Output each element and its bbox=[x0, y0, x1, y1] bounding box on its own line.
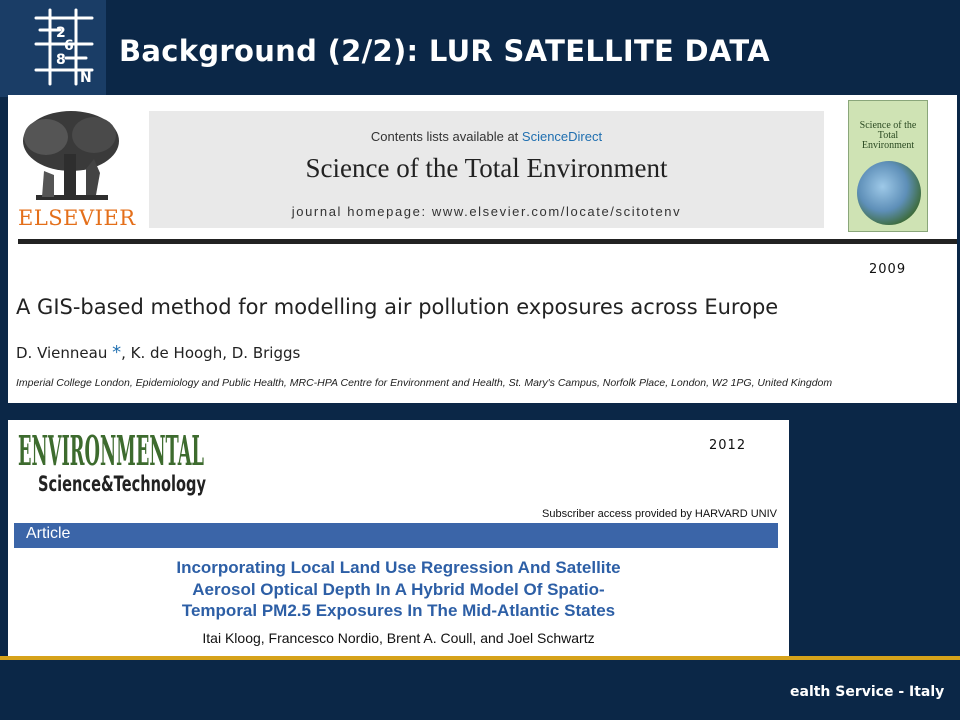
year-label-2012: 2012 bbox=[709, 438, 747, 453]
svg-text:ENVIRONMENTAL: ENVIRONMENTAL bbox=[18, 427, 204, 475]
journal-cover-thumbnail bbox=[848, 100, 928, 232]
svg-text:Science&Technology: Science&Technology bbox=[38, 472, 207, 496]
sciencedirect-link[interactable]: ScienceDirect bbox=[521, 129, 603, 144]
year-label-2009: 2009 bbox=[869, 262, 907, 277]
elsevier-wordmark: ELSEVIER bbox=[18, 206, 136, 230]
footer-text: ealth Service - Italy bbox=[790, 684, 945, 700]
paper-clipping-2009 bbox=[8, 95, 957, 403]
institution-emblem-icon bbox=[0, 0, 106, 97]
journal-homepage: journal homepage: www.elsevier.com/locate/scitotenv bbox=[291, 204, 682, 219]
subscriber-access-note: Subscriber access provided by HARVARD UNIV bbox=[542, 508, 777, 520]
est-journal-logo bbox=[16, 425, 211, 495]
institution-logo bbox=[0, 0, 106, 97]
paper-title-line: Temporal PM2.5 Exposures In The Mid-Atlantic States bbox=[181, 601, 616, 620]
author-first: D. Vienneau bbox=[16, 344, 113, 362]
paper-title-line: Aerosol Optical Depth In A Hybrid Model Of Spatio- bbox=[192, 579, 605, 599]
corresponding-author-star: * bbox=[112, 342, 122, 363]
slide-title: Background (2/2): LUR SATELLITE DATA bbox=[119, 34, 770, 68]
article-section-bar bbox=[14, 523, 778, 548]
header-rule bbox=[18, 239, 957, 244]
paper-affiliation: Imperial College London, Epidemiology and Public Health, MRC-HPA Centre for Environment and Health, St. Mary's Campus, Norfolk Place, London, W2 1PG, United Kingdom bbox=[16, 377, 833, 389]
paper-title-line: Incorporating Local Land Use Regression And Satellite bbox=[176, 558, 621, 577]
journal-title: Science of the Total Environment bbox=[305, 153, 668, 183]
svg-text:8: 8 bbox=[56, 52, 66, 68]
article-section-label: Article bbox=[26, 525, 71, 542]
svg-text:6: 6 bbox=[64, 38, 74, 54]
paper-title: A GIS-based method for modelling air pollution exposures across Europe bbox=[16, 295, 779, 319]
elsevier-tree-logo bbox=[16, 109, 126, 204]
svg-text:N: N bbox=[80, 70, 92, 86]
cover-title: Science of the Total Environment bbox=[859, 120, 917, 151]
paper-authors: Itai Kloog, Francesco Nordio, Brent A. Coull, and Joel Schwartz bbox=[202, 630, 595, 646]
paper-authors bbox=[16, 342, 300, 363]
authors-rest: , K. de Hoogh, D. Briggs bbox=[121, 344, 301, 362]
journal-header-box bbox=[149, 111, 824, 228]
svg-text:2: 2 bbox=[56, 25, 66, 41]
contents-line bbox=[149, 129, 824, 144]
globe-icon bbox=[857, 161, 921, 225]
paper-title bbox=[8, 557, 789, 622]
contents-prefix: Contents lists available at bbox=[370, 129, 522, 144]
